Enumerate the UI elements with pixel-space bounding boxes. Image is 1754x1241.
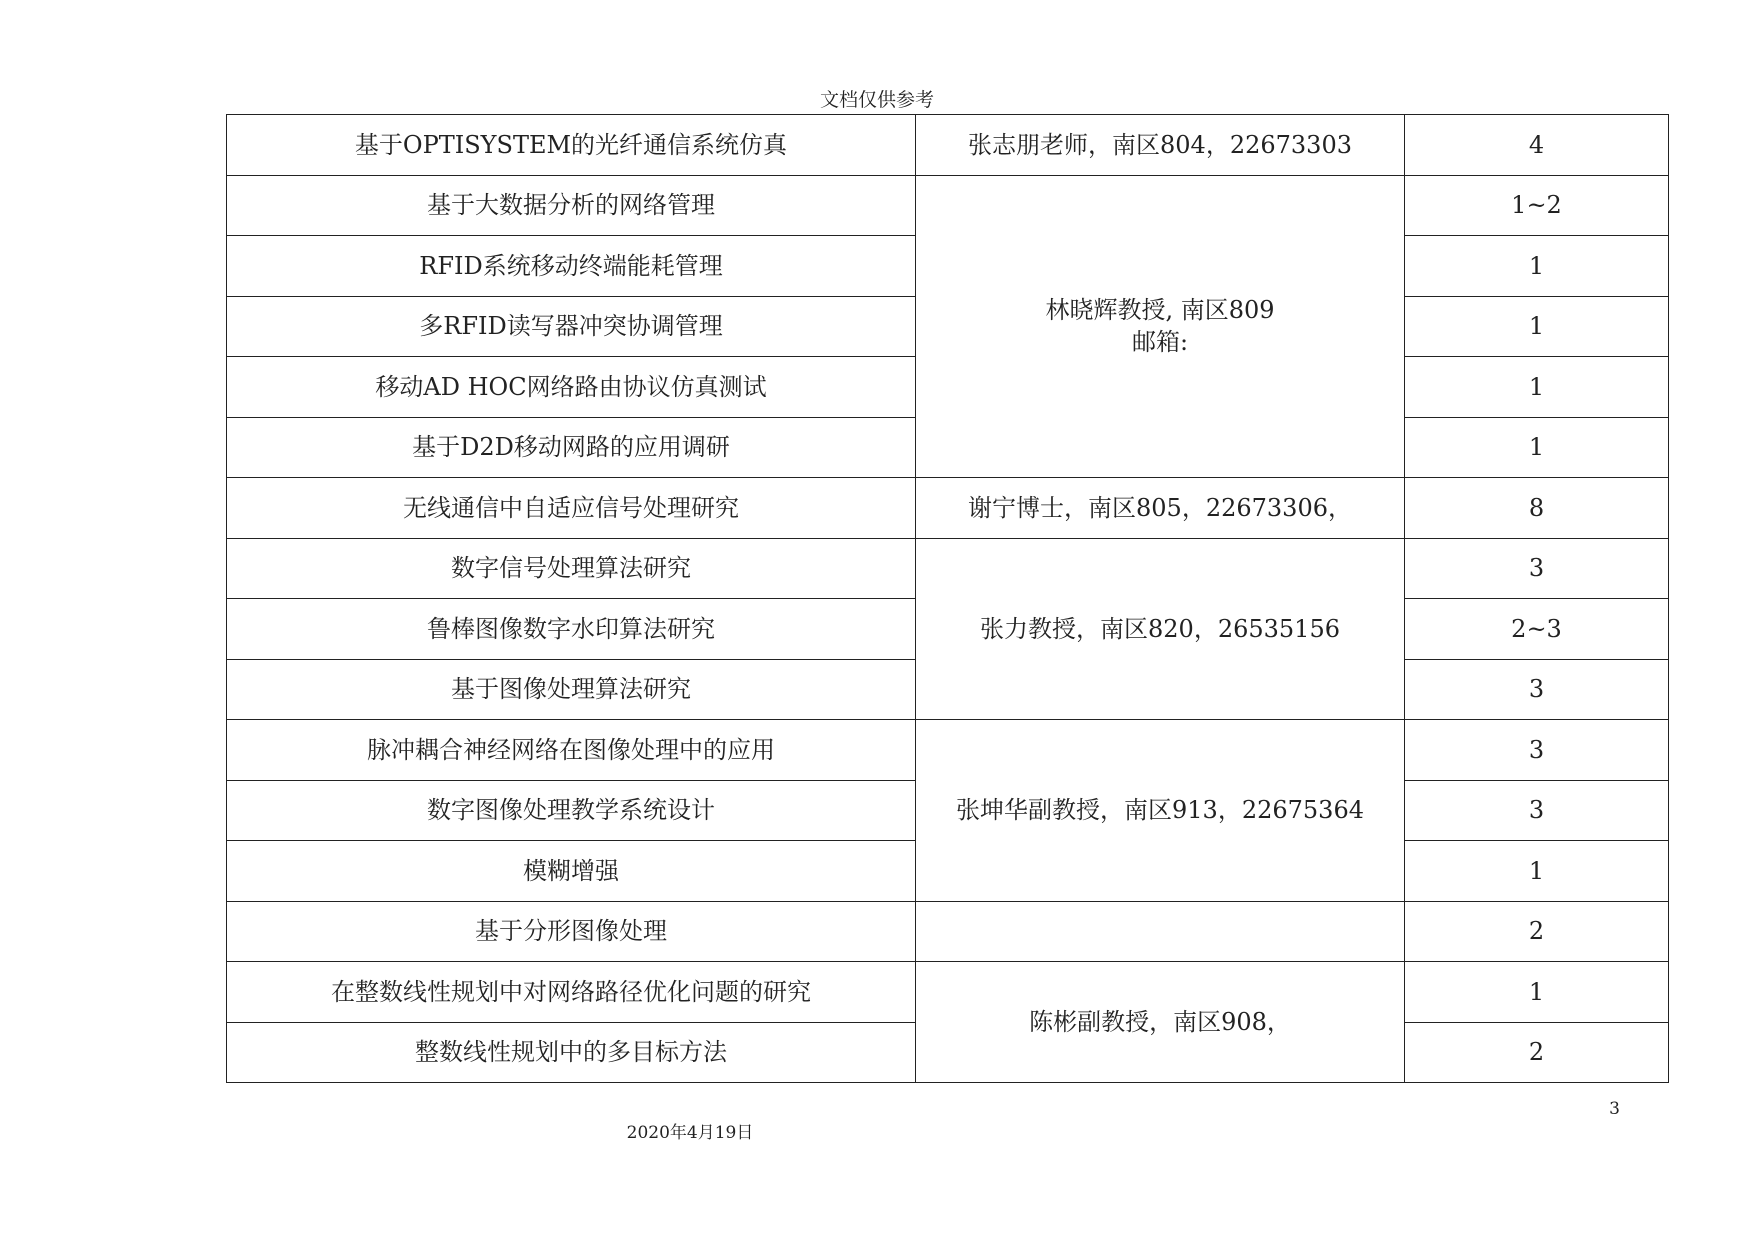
table-row (227, 175, 1669, 236)
topic-cell: 基于大数据分析的网络管理 (227, 175, 916, 236)
topic-table (226, 114, 1669, 1083)
table-row (227, 962, 1669, 1023)
topic-cell: 基于图像处理算法研究 (227, 659, 916, 720)
count-cell: 2 (1405, 1022, 1669, 1083)
count-cell: 2 (1405, 901, 1669, 962)
topic-cell: 无线通信中自适应信号处理研究 (227, 478, 916, 539)
page-header: 文档仅供参考 (819, 89, 934, 111)
topic-cell: 数字图像处理教学系统设计 (227, 780, 916, 841)
count-cell: 2~3 (1405, 599, 1669, 660)
contact-cell: 陈彬副教授，南区908， (916, 962, 1405, 1083)
footer-date: 2020年4月19日 (626, 1123, 754, 1143)
count-cell: 1 (1405, 236, 1669, 297)
topic-cell: 移动AD HOC网络路由协议仿真测试 (227, 357, 916, 418)
count-cell: 1 (1405, 357, 1669, 418)
topic-cell: 基于OPTISYSTEM的光纤通信系统仿真 (227, 115, 916, 176)
table-row (227, 720, 1669, 781)
count-cell: 1 (1405, 841, 1669, 902)
topic-cell: 整数线性规划中的多目标方法 (227, 1022, 916, 1083)
contact-cell: 张坤华副教授，南区913，22675364 (916, 720, 1405, 902)
table-row (227, 478, 1669, 539)
count-cell: 3 (1405, 659, 1669, 720)
table-row (227, 115, 1669, 176)
table-row (227, 538, 1669, 599)
topic-cell: 鲁棒图像数字水印算法研究 (227, 599, 916, 660)
contact-cell (916, 901, 1405, 962)
topic-cell: 数字信号处理算法研究 (227, 538, 916, 599)
contact-name-line: 林晓辉教授, 南区809 (1045, 296, 1275, 325)
topic-cell: RFID系统移动终端能耗管理 (227, 236, 916, 297)
topic-cell: 基于D2D移动网路的应用调研 (227, 417, 916, 478)
count-cell: 1~2 (1405, 175, 1669, 236)
count-cell: 1 (1405, 962, 1669, 1023)
count-cell: 4 (1405, 115, 1669, 176)
count-cell: 3 (1405, 780, 1669, 841)
table-row (227, 901, 1669, 962)
count-cell: 1 (1405, 417, 1669, 478)
topic-cell: 多RFID读写器冲突协调管理 (227, 296, 916, 357)
topic-cell: 脉冲耦合神经网络在图像处理中的应用 (227, 720, 916, 781)
count-cell: 8 (1405, 478, 1669, 539)
count-cell: 3 (1405, 720, 1669, 781)
page-number: 3 (1609, 1099, 1620, 1119)
contact-cell: 张志朋老师，南区804，22673303 (916, 115, 1405, 176)
contact-cell (916, 175, 1405, 478)
count-cell: 3 (1405, 538, 1669, 599)
topic-cell: 基于分形图像处理 (227, 901, 916, 962)
topic-cell: 模糊增强 (227, 841, 916, 902)
contact-email-line: 邮箱: (1131, 328, 1189, 357)
contact-cell: 谢宁博士，南区805，22673306， (916, 478, 1405, 539)
contact-cell: 张力教授，南区820，26535156 (916, 538, 1405, 720)
count-cell: 1 (1405, 296, 1669, 357)
topic-cell: 在整数线性规划中对网络路径优化问题的研究 (227, 962, 916, 1023)
